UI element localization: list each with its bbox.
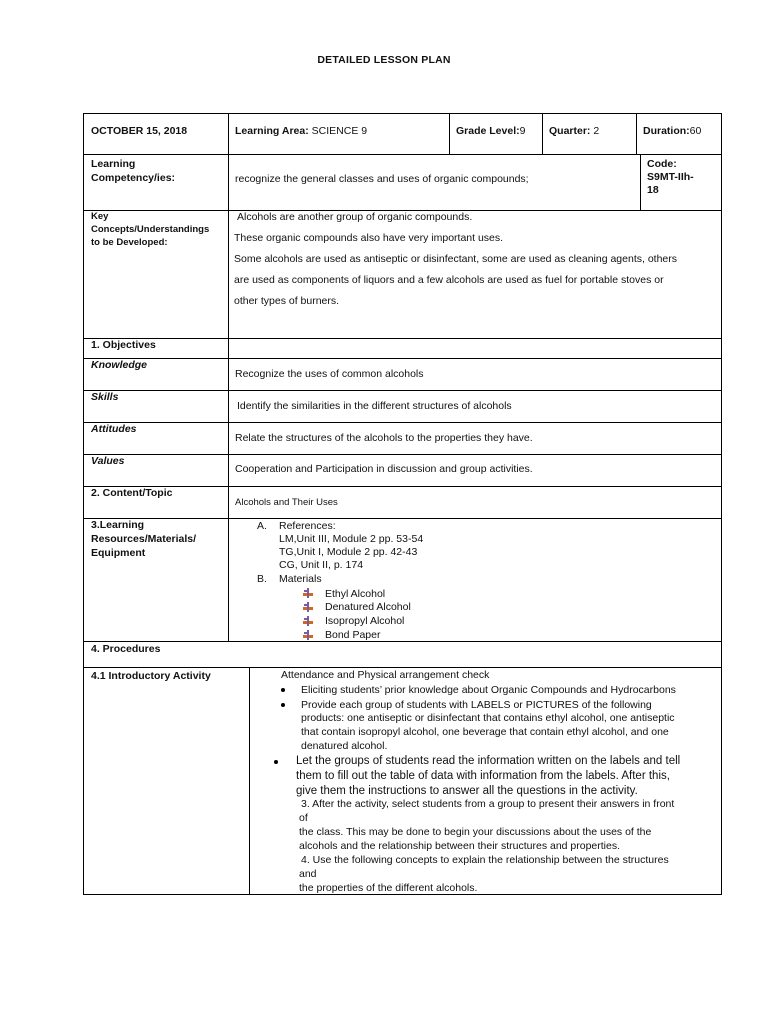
values-label: Values bbox=[91, 455, 125, 467]
knowledge-text: Recognize the uses of common alcohols bbox=[235, 368, 424, 380]
pin-bullet-icon bbox=[303, 588, 313, 598]
competency-label-line2: Competency/ies: bbox=[91, 172, 176, 184]
materials-title: Materials bbox=[279, 573, 322, 585]
code-value-line1: S9MT-IIh- bbox=[647, 171, 694, 183]
procedure-step-line: alcohols and the relationship between their structures and properties. bbox=[299, 840, 621, 852]
content-text: Alcohols and Their Uses bbox=[235, 497, 338, 508]
intro-activity-label: 4.1 Introductory Activity bbox=[91, 670, 211, 682]
attitudes-text: Relate the structures of the alcohols to the properties they have. bbox=[235, 432, 533, 444]
learning-area-cell bbox=[235, 125, 367, 138]
intro-bullet-line: Provide each group of students with LABELS or PICTURES of the following bbox=[301, 699, 652, 711]
procedure-step-line: the class. This may be done to begin your discussions about the uses of the bbox=[299, 826, 652, 838]
procedure-step-line: 3. After the activity, select students from a group to present their answers in front bbox=[301, 798, 675, 810]
procedures-heading: 4. Procedures bbox=[91, 643, 161, 655]
grade-level-cell bbox=[456, 125, 525, 138]
concepts-label-line1: Key bbox=[91, 211, 109, 222]
procedure-step-line: 4. Use the following concepts to explain the relationship between the structures bbox=[301, 854, 669, 866]
reference-item: LM,Unit III, Module 2 pp. 53-54 bbox=[279, 533, 424, 545]
competency-label-line1: Learning bbox=[91, 158, 136, 170]
content-heading: 2. Content/Topic bbox=[91, 487, 173, 499]
knowledge-label: Knowledge bbox=[91, 359, 148, 371]
procedure-step-line: the properties of the different alcohols. bbox=[299, 882, 478, 894]
pin-bullet-icon bbox=[303, 602, 313, 612]
resources-label-line3: Equipment bbox=[91, 547, 146, 559]
references-title: References: bbox=[279, 520, 336, 532]
procedure-step-line: and bbox=[299, 868, 317, 880]
duration-cell bbox=[643, 125, 701, 138]
material-item: Bond Paper bbox=[325, 629, 381, 641]
intro-bullet-line: them to fill out the table of data with information from the labels. After this, bbox=[296, 770, 670, 782]
grade-level-label: Grade Level: bbox=[456, 125, 520, 137]
competency-text: recognize the general classes and uses of organic compounds; bbox=[235, 173, 529, 185]
bullet-dot bbox=[281, 688, 285, 692]
concepts-line: other types of burners. bbox=[234, 295, 340, 307]
learning-area-label: Learning Area: bbox=[235, 125, 309, 137]
concepts-label-line3: to be Developed: bbox=[91, 237, 168, 248]
intro-bullet: Eliciting students’ prior knowledge about Organic Compounds and Hydrocarbons bbox=[301, 684, 676, 696]
reference-item: TG,Unit I, Module 2 pp. 42-43 bbox=[279, 546, 418, 558]
date-cell: OCTOBER 15, 2018 bbox=[91, 125, 188, 137]
bullet-dot bbox=[281, 703, 285, 707]
intro-bullet-line: that contain isopropyl alcohol, one beverage that contain ethyl alcohol, and one bbox=[301, 726, 669, 738]
objectives-heading: 1. Objectives bbox=[91, 339, 156, 351]
material-item: Ethyl Alcohol bbox=[325, 588, 386, 600]
material-item: Isopropyl Alcohol bbox=[325, 615, 405, 627]
document-title: DETAILED LESSON PLAN bbox=[317, 54, 451, 66]
duration-label: Duration: bbox=[643, 125, 690, 137]
pin-bullet-icon bbox=[303, 616, 313, 626]
values-text: Cooperation and Participation in discussion and group activities. bbox=[235, 463, 533, 475]
code-value-line2: 18 bbox=[647, 184, 659, 196]
lesson-plan-table bbox=[83, 113, 722, 895]
material-item: Denatured Alcohol bbox=[325, 601, 411, 613]
materials-marker: B. bbox=[257, 573, 267, 585]
bullet-dot bbox=[274, 760, 278, 764]
procedure-step-line: of bbox=[299, 812, 308, 824]
code-label: Code: bbox=[647, 158, 677, 170]
attitudes-label: Attitudes bbox=[91, 423, 137, 435]
concepts-label-line2: Concepts/Understandings bbox=[91, 224, 210, 235]
concepts-line: Some alcohols are used as antiseptic or disinfectant, some are used as cleaning agents, others bbox=[234, 253, 678, 265]
intro-first-line: Attendance and Physical arrangement check bbox=[281, 669, 490, 681]
intro-bullet-line: denatured alcohol. bbox=[301, 740, 388, 752]
concepts-line: are used as components of liquors and a few alcohols are used as fuel for portable stoves or bbox=[234, 274, 664, 286]
resources-label-line1: 3.Learning bbox=[91, 519, 145, 531]
intro-bullet-line: products: one antiseptic or disinfectant that contains ethyl alcohol, one antiseptic bbox=[301, 712, 675, 724]
pin-bullet-icon bbox=[303, 630, 313, 640]
references-marker: A. bbox=[257, 520, 267, 532]
concepts-line: These organic compounds also have very important uses. bbox=[234, 232, 504, 244]
intro-bullet-line: give them the instructions to answer all the questions in the activity. bbox=[296, 785, 638, 797]
resources-label-line2: Resources/Materials/ bbox=[91, 533, 197, 545]
grade-level-value: 9 bbox=[519, 125, 526, 137]
intro-bullet-line: Let the groups of students read the information written on the labels and tell bbox=[296, 755, 681, 767]
quarter-label: Quarter: bbox=[549, 125, 591, 137]
quarter-value: 2 bbox=[593, 125, 600, 137]
duration-value: 60 bbox=[689, 125, 702, 137]
learning-area-value: SCIENCE 9 bbox=[311, 125, 368, 137]
concepts-line: Alcohols are another group of organic compounds. bbox=[237, 211, 473, 223]
skills-text: Identify the similarities in the different structures of alcohols bbox=[237, 400, 512, 412]
quarter-cell bbox=[549, 125, 599, 138]
skills-label: Skills bbox=[91, 391, 119, 403]
reference-item: CG, Unit II, p. 174 bbox=[279, 559, 364, 571]
